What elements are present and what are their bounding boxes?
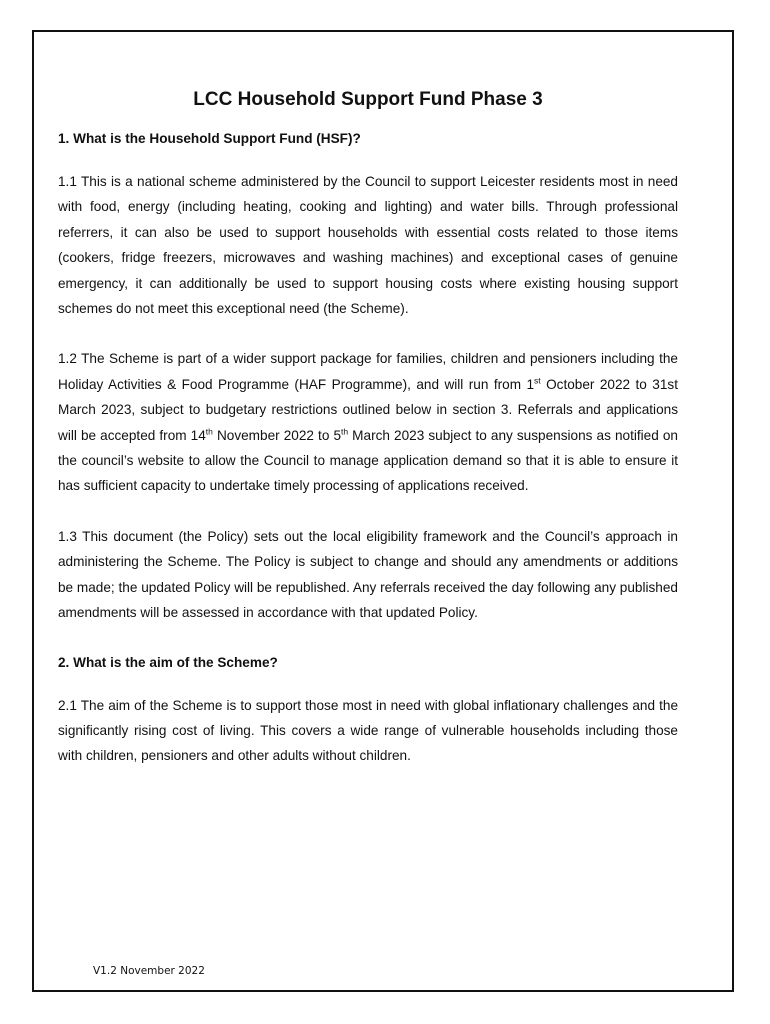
document-body	[58, 86, 678, 769]
paragraph-1-2-part-c: November 2022 to 5	[212, 427, 342, 443]
paragraph-1-2	[58, 346, 678, 498]
ordinal-suffix: st	[534, 375, 541, 386]
paragraph-1-2-part-b: October 2022 to 31st March 2023, subject to budgetary restrictions outlined below in section 3. Referrals and applications will be accepted from 14	[58, 376, 678, 443]
paragraph-1-2-part-d: March 2023 subject to any suspensions as notified on the council’s website to allow the Council to manage application demand so that it is able to ensure it has sufficient capacity to undertake timely processing of applications received.	[58, 427, 678, 494]
ordinal-suffix: th	[341, 426, 349, 437]
section-2-heading: 2. What is the aim of the Scheme?	[58, 654, 278, 670]
paragraph-1-2-part-a: 1.2 The Scheme is part of a wider support package for families, children and pensioners including the Holiday Activities & Food Programme (HAF Programme), and will run from 1	[58, 351, 678, 392]
ordinal-suffix: th	[205, 426, 213, 437]
paragraph-2-1: 2.1 The aim of the Scheme is to support those most in need with global inflationary challenges and the significantly rising cost of living. This covers a wide range of vulnerable households including those with children, pensioners and other adults without children.	[58, 697, 678, 764]
section-1-heading: 1. What is the Household Support Fund (HSF)?	[58, 131, 361, 146]
version-footer: V1.2 November 2022	[93, 965, 205, 977]
paragraph-1-1: 1.1 This is a national scheme administered by the Council to support Leicester residents most in need with food, energy (including heating, cooking and lighting) and water bills. Through professional referrers, it can also be used to support households with essential costs related to those items (cookers, fridge freezers, microwaves and washing machines) and exceptional cases of genuine emergency, it can additionally be used to support housing costs where existing housing support schemes do not meet this exceptional need (the Scheme).	[58, 174, 678, 317]
paragraph-1-3: 1.3 This document (the Policy) sets out the local eligibility framework and the Council’s approach in administering the Scheme. The Policy is subject to change and should any amendments or additions be made; the updated Policy will be republished. Any referrals received the day following any published amendments will be assessed in accordance with that updated Policy.	[58, 528, 678, 621]
document-title: LCC Household Support Fund Phase 3	[193, 89, 543, 110]
